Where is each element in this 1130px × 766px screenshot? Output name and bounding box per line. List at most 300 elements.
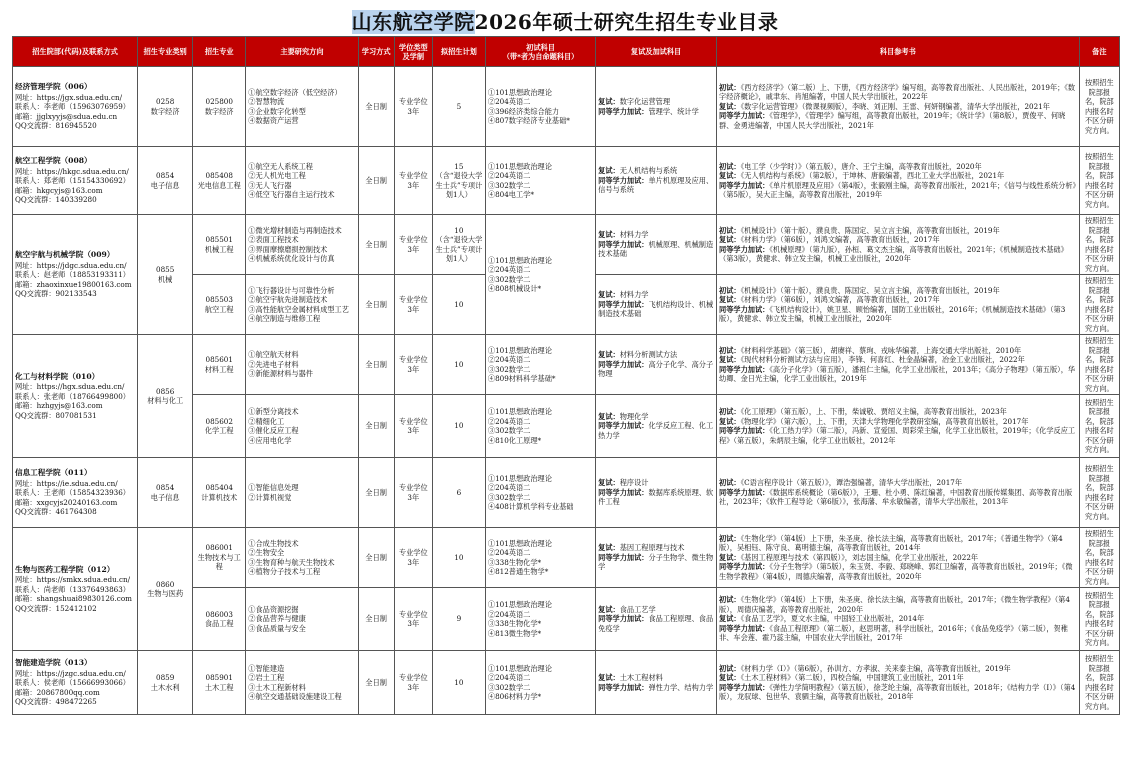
equiv-value: 高分子化学、高分子物理 — [598, 359, 714, 379]
header-refs: 科目参考书 — [717, 37, 1080, 67]
retest-value: 物理化学 — [619, 411, 649, 421]
ref-text: 《化工热力学》（第二版），冯新、宣爱国、周彩荣主编，化学工业出版社，2019年；《化学反应工程》（第五版），朱炳辰主编，化学工业出版社，2012年 — [719, 426, 1076, 445]
dept-qq: QQ交流群：152412102 — [15, 603, 97, 613]
ref-line — [719, 534, 1077, 553]
dept-qq: QQ交流群：902133543 — [15, 289, 97, 298]
major-cell: 085602 化学工程 — [193, 395, 246, 458]
remark-cell: 按照招生院部报名，院部内报名时不区分研究方向。 — [1079, 651, 1119, 715]
dept-web: 网址：https://jgx.sdua.edu.cn/ — [15, 92, 123, 102]
degree-cell: 专业学位 3年 — [394, 458, 432, 528]
retest-value: 基因工程原理与技术 — [619, 543, 685, 553]
ref-label: 同等学力加试： — [719, 426, 770, 435]
ref-text: 《C语言程序设计（第五版）》，谭浩强编著，清华大学出版社，2017年 — [740, 478, 963, 488]
ref-text: 《食品工艺学》，夏文水主编，中国轻工业出版社，2014年 — [740, 614, 925, 624]
dept-contact: 联系人：王老师（15854323936） — [15, 488, 130, 497]
retest-cell — [596, 275, 717, 335]
exam-cell: ①101思想政治理论 ②204英语二 ③302数学二 ④806材料力学* — [485, 651, 595, 715]
category-cell: 0258 数字经济 — [138, 67, 193, 147]
equiv-value: 化学反应工程、化工热力学 — [598, 421, 714, 440]
dept-name: 生物与医药工程学院（012） — [15, 564, 115, 574]
header-mode: 学习方式 — [358, 37, 394, 67]
table-row — [13, 651, 1120, 715]
major-cell: 085503 航空工程 — [193, 275, 246, 335]
ref-label: 复试： — [719, 416, 741, 426]
ref-text: 《机械原理》（第九版），孙桓、葛文杰主编，高等教育出版社，2021年；《机械制造技术基础》（第3版），黄健求、韩立发主编，机械工业出版社，2020年 — [719, 244, 1068, 263]
dept-web: 网址：https://jzgc.sdua.edu.cn/ — [15, 668, 126, 678]
retest-value: 土木工程材料 — [619, 673, 663, 682]
ref-label: 复试： — [719, 614, 741, 624]
ref-text: 《材料力学》（第6版），刘鸿文编著，高等教育出版社，2017年 — [740, 235, 940, 244]
equiv-label: 同等学力加试： — [598, 421, 649, 431]
ref-label: 复试： — [719, 355, 741, 364]
plan-cell: 10 — [432, 528, 485, 588]
direction-cell: ①新型分离技术 ②精细化工 ③催化反应工程 ④应用电化学 — [246, 395, 358, 458]
refs-cell — [717, 458, 1080, 528]
retest-cell — [596, 67, 717, 147]
direction-cell: ①智能建造 ②岩土工程 ③土木工程新材料 ④航空交通基础设施建设工程 — [246, 651, 358, 715]
retest-label: 复试： — [598, 543, 620, 553]
remark-cell: 按照招生院部报名，院部内报名时不区分研究方向。 — [1079, 588, 1119, 651]
equiv-value: 管理学、统计学 — [648, 106, 699, 116]
equiv-label: 同等学力加试： — [598, 552, 649, 562]
refs-cell — [717, 395, 1080, 458]
dept-web: 网址：https://hgx.sdua.edu.cn/ — [15, 382, 125, 391]
dept-email: 邮箱：hkgcyjs@163.com — [15, 185, 103, 195]
dept-name: 经济管理学院（006） — [15, 82, 92, 92]
retest-cell — [596, 335, 717, 395]
header-remarks: 备注 — [1079, 37, 1119, 67]
plan-cell: 6 — [432, 458, 485, 528]
equiv-line — [598, 107, 714, 117]
ref-label: 初试： — [719, 225, 741, 235]
equiv-line — [598, 240, 714, 259]
dept-cell — [13, 215, 138, 335]
equiv-value: 食品工程原理、食品免疫学 — [598, 614, 714, 633]
plan-cell: 10 — [432, 335, 485, 395]
title-highlight: 山东航空学院 — [351, 10, 475, 34]
ref-line — [719, 305, 1077, 324]
equiv-value: 弹性力学、结构力学 — [648, 682, 714, 692]
equiv-label: 同等学力加试： — [598, 299, 649, 309]
equiv-line — [598, 360, 714, 379]
retest-line — [598, 605, 714, 615]
refs-cell — [717, 275, 1080, 335]
degree-cell: 专业学位 3年 — [394, 335, 432, 395]
plan-cell: 5 — [432, 67, 485, 147]
ref-line — [719, 417, 1077, 427]
direction-cell: ①智能信息处理 ②计算机视觉 — [246, 458, 358, 528]
dept-qq: QQ交流群：498472265 — [15, 697, 97, 706]
ref-line — [719, 488, 1077, 507]
exam-cell: ①101思想政治理论 ②204英语二 ③302数学二 ④810化工原理* — [485, 395, 595, 458]
major-cell: 086003 食品工程 — [193, 588, 246, 651]
ref-label: 复试： — [719, 235, 741, 244]
equiv-label: 同等学力加试： — [598, 614, 649, 624]
retest-label: 复试： — [598, 290, 620, 300]
equiv-label: 同等学力加试： — [598, 487, 649, 497]
ref-text: 《化工原理》（第五版），上、下册，柴诚敬、贾绍义主编，高等教育出版社，2023年 — [740, 407, 1007, 416]
equiv-line — [598, 488, 714, 507]
ref-label: 初试： — [719, 285, 741, 295]
remark-cell: 按照招生院部报名，院部内报名时不区分研究方向。 — [1079, 67, 1119, 147]
exam-cell: ①101思想政治理论 ②204英语二 ③302数学二 ④809材料科学基础* — [485, 335, 595, 395]
direction-cell: ①航空数字经济（低空经济） ②智慧物流 ③企业数字化转型 ④数据资产运营 — [246, 67, 358, 147]
ref-text: 《弹性力学简明教程》（第五版），徐芝纶主编，高等教育出版社，2018年；《结构力学（I）》（第4版），龙驭球、包世华、袁驷主编，高等教育出版社，2018年 — [719, 682, 1076, 701]
header-exam: 初试科目 （带*者为自命题科目） — [485, 37, 595, 67]
mode-cell: 全日制 — [358, 651, 394, 715]
dept-cell — [13, 651, 138, 715]
ref-line — [719, 683, 1077, 702]
ref-line — [719, 162, 1077, 172]
category-cell: 0856 材料与化工 — [138, 335, 193, 458]
ref-text: 《高分子化学》（第五版），潘祖仁主编，化学工业出版社，2013年；《高分子物理》（第五版），华幼卿、金日光主编，化学工业出版社，2019年 — [719, 364, 1076, 383]
plan-cell: 15 （含“退役大学生士兵”专项计划1人） — [432, 147, 485, 215]
degree-cell: 专业学位 3年 — [394, 67, 432, 147]
table-row — [13, 335, 1120, 395]
degree-cell: 专业学位 3年 — [394, 528, 432, 588]
remark-cell: 按照招生院部报名，院部内报名时不区分研究方向。 — [1079, 275, 1119, 335]
retest-label: 复试： — [598, 478, 620, 488]
ref-label: 同等学力加试： — [719, 244, 770, 254]
plan-cell: 10 — [432, 395, 485, 458]
equiv-label: 同等学力加试： — [598, 106, 649, 116]
dept-name: 航空宇航与机械学院（009） — [15, 250, 115, 260]
ref-line — [719, 83, 1077, 102]
document-title — [0, 6, 1130, 35]
title-rest: 2026年硕士研究生招生专业目录 — [474, 10, 779, 34]
retest-cell — [596, 215, 717, 275]
dept-email: 邮箱：zhaoxinxue19800163.com — [15, 279, 132, 289]
dept-contact: 联系人：李老师（15963076959） — [15, 102, 130, 111]
ref-line — [719, 181, 1077, 200]
dept-qq: QQ交流群：807081531 — [15, 410, 97, 420]
plan-cell: 10 — [432, 651, 485, 715]
equiv-value: 飞机结构设计、机械制造技术基础 — [598, 299, 714, 319]
retest-cell — [596, 528, 717, 588]
category-cell: 0855 机械 — [138, 215, 193, 335]
remark-cell: 按照招生院部报名，院部内报名时不区分研究方向。 — [1079, 147, 1119, 215]
dept-qq: QQ交流群：461764308 — [15, 507, 97, 516]
exam-cell: ①101思想政治理论 ②204英语二 ③338生物化学* ④813微生物学* — [485, 588, 595, 651]
retest-value: 材料力学 — [619, 230, 649, 240]
dept-web: 网址：https://hkgc.sdua.edu.cn/ — [15, 166, 129, 176]
major-cell: 085408 光电信息工程 — [193, 147, 246, 215]
dept-web: 网址：https://smkx.sdua.edu.cn/ — [15, 575, 131, 584]
admissions-table — [12, 36, 1120, 715]
retest-value: 食品工艺学 — [619, 604, 656, 614]
category-cell: 0854 电子信息 — [138, 147, 193, 215]
equiv-label: 同等学力加试： — [598, 175, 649, 185]
retest-value: 程序设计 — [619, 478, 649, 488]
ref-label: 复试： — [719, 101, 741, 111]
retest-value: 数字化运营管理 — [619, 97, 671, 106]
dept-contact: 联系人：郑老师（15154330692） — [15, 176, 130, 185]
ref-line — [719, 355, 1077, 365]
equiv-label: 同等学力加试： — [598, 359, 649, 369]
ref-line — [719, 245, 1077, 264]
retest-label: 复试： — [598, 350, 620, 360]
header-plan: 拟招生计划 — [432, 37, 485, 67]
retest-label: 复试： — [598, 166, 620, 176]
dept-name: 智能建造学院（013） — [15, 658, 92, 668]
dept-web: 网址：https://jdgc.sdua.edu.cn/ — [15, 260, 127, 270]
header-major: 招生专业 — [193, 37, 246, 67]
ref-label: 同等学力加试： — [719, 487, 770, 497]
retest-value: 无人机结构与系统 — [619, 166, 678, 176]
retest-label: 复试： — [598, 97, 620, 106]
header-dept: 招生院部(代码)及联系方式 — [13, 37, 138, 67]
retest-value: 材料力学 — [619, 290, 649, 300]
ref-line — [719, 407, 1077, 417]
ref-text: 《生物化学》（第4版）上下册，朱圣庚、徐长法主编，高等教育出版社，2017年；《微生物学教程》（第4版），周德庆编著，高等教育出版社，2020年 — [719, 595, 1070, 614]
major-cell: 085601 材料工程 — [193, 335, 246, 395]
refs-cell — [717, 147, 1080, 215]
remark-cell: 按照招生院部报名，院部内报名时不区分研究方向。 — [1079, 215, 1119, 275]
retest-line — [598, 478, 714, 488]
header-degree-type: 学位类型 及学制 — [394, 37, 432, 67]
ref-text: 《飞机结构设计》，姚卫星、顾怡编著，国防工业出版社，2016年；《机械制造技术基础》（第3版），黄健求、韩立发主编，机械工业出版社，2020年 — [719, 304, 1066, 323]
equiv-line — [598, 553, 714, 572]
dept-contact: 联系人：尚老师（13376493863） — [15, 584, 130, 594]
refs-cell — [717, 335, 1080, 395]
refs-cell — [717, 67, 1080, 147]
remark-cell: 按照招生院部报名，院部内报名时不区分研究方向。 — [1079, 335, 1119, 395]
retest-cell — [596, 458, 717, 528]
retest-line — [598, 350, 714, 360]
dept-email: 邮箱：shangshuai89830126.com — [15, 594, 132, 603]
ref-label: 初试： — [719, 82, 741, 92]
ref-label: 初试： — [719, 663, 741, 673]
direction-cell: ①航空航天材料 ②先进电子材料 ③新能源材料与器件 — [246, 335, 358, 395]
dept-web: 网址：https://ie.sdua.edu.cn/ — [15, 478, 118, 488]
retest-line — [598, 230, 714, 240]
ref-text: 《机械设计》（第十版），濮良贵、陈国定、吴立言主编，高等教育出版社，2019年 — [740, 285, 1000, 295]
mode-cell: 全日制 — [358, 395, 394, 458]
dept-contact: 联系人：张老师（18766499800） — [15, 391, 130, 401]
ref-text: 《材料科学基础》（第三版），胡赓祥、蔡珣、戎咏华编著，上海交通大学出版社，2010年 — [740, 345, 1022, 355]
direction-cell: ①食品资源挖掘 ②食品营养与健康 ③食品质量与安全 — [246, 588, 358, 651]
dept-qq: QQ交流群：140339280 — [15, 195, 97, 204]
ref-text: 《机械设计》（第十版），濮良贵、陈国定、吴立言主编，高等教育出版社，2019年 — [740, 225, 1000, 235]
mode-cell: 全日制 — [358, 458, 394, 528]
equiv-value: 单片机原理及应用、信号与系统 — [598, 175, 714, 195]
equiv-line — [598, 421, 714, 440]
degree-cell: 专业学位 3年 — [394, 651, 432, 715]
ref-text: 《基因工程原理与技术（第四版）》，刘志国主编，化学工业出版社，2022年 — [740, 552, 979, 562]
ref-label: 同等学力加试： — [719, 111, 770, 121]
dept-qq: QQ交流群：816945520 — [15, 121, 97, 130]
ref-line — [719, 226, 1077, 236]
dept-cell — [13, 458, 138, 528]
table-row — [13, 215, 1120, 275]
dept-cell — [13, 67, 138, 147]
ref-label: 同等学力加试： — [719, 562, 770, 572]
retest-line — [598, 673, 714, 683]
ref-text: 《材料力学》（第6版），刘鸿文编著，高等教育出版社，2017年 — [740, 295, 940, 304]
ref-line — [719, 171, 1077, 181]
table-row — [13, 528, 1120, 588]
table-row — [13, 147, 1120, 215]
direction-cell: ①合成生物技术 ②生物安全 ③生物育种与航天生物技术 ④植物分子技术与工程 — [246, 528, 358, 588]
header-row — [13, 37, 1120, 67]
retest-cell — [596, 147, 717, 215]
refs-cell — [717, 528, 1080, 588]
dept-email: 邮箱：20867800qq.com — [15, 687, 100, 697]
dept-cell — [13, 528, 138, 651]
equiv-line — [598, 300, 714, 319]
dept-contact: 联系人：赵老师（18853193311） — [15, 270, 130, 279]
equiv-label: 同等学力加试： — [598, 682, 649, 692]
ref-line — [719, 111, 1077, 130]
ref-text: 《食品工程原理》（第二版），赵思明著，科学出版社，2016年；《食品免疫学》（第二版），贺稚非、车会莲、霍乃蕊主编，中国农业大学出版社，2017年 — [719, 623, 1068, 643]
ref-line — [719, 614, 1077, 624]
category-cell: 0859 土木水利 — [138, 651, 193, 715]
ref-text: 《数字化运营管理》（微课视频版），李晓、刘正刚、王雷、何妍钢编著，清华大学出版社，2021年 — [740, 101, 1050, 111]
ref-line — [719, 478, 1077, 488]
ref-label: 同等学力加试： — [719, 304, 770, 314]
ref-label: 初试： — [719, 533, 741, 543]
exam-cell: ①101思想政治理论 ②204英语二 ③302数学二 ④804电工学* — [485, 147, 595, 215]
equiv-value: 数据库系统原理、软件工程 — [598, 487, 714, 507]
mode-cell: 全日制 — [358, 215, 394, 275]
ref-label: 复试： — [719, 171, 741, 180]
degree-cell: 专业学位 3年 — [394, 215, 432, 275]
ref-text: 《西方经济学》（第二版）上、下册，《西方经济学》编写组，高等教育出版社、人民出版社，2019年；《数字经济概论》，戚聿东、肖旭编著，中国人民大学出版社，2022年 — [719, 82, 1076, 102]
ref-text: 《材料力学（I）》（第6版），孙训方、方孝淑、关来泰主编，高等教育出版社，2019年 — [740, 663, 1011, 673]
mode-cell: 全日制 — [358, 588, 394, 651]
category-cell: 0854 电子信息 — [138, 458, 193, 528]
mode-cell: 全日制 — [358, 67, 394, 147]
ref-line — [719, 664, 1077, 674]
ref-line — [719, 595, 1077, 614]
dept-email: 邮箱：jjglxyyjs@sdua.edu.cn — [15, 111, 118, 121]
mode-cell: 全日制 — [358, 528, 394, 588]
ref-text: 《电工学（少学时）》（第五版），唐介、王宁主编，高等教育出版社，2020年 — [740, 161, 982, 171]
refs-cell — [717, 588, 1080, 651]
header-retest: 复试及加试科目 — [596, 37, 717, 67]
ref-line — [719, 286, 1077, 296]
table-row — [13, 458, 1120, 528]
major-cell: 025800 数字经济 — [193, 67, 246, 147]
degree-cell: 专业学位 3年 — [394, 395, 432, 458]
ref-text: 《土木工程材料》（第二版），四校合编，中国建筑工业出版社，2011年 — [740, 673, 964, 682]
retest-cell — [596, 588, 717, 651]
ref-text: 《现代材料分析测试方法与应用》，李锋、何喜红、杜金晶编著，冶金工业出版社，2022年 — [740, 355, 1025, 364]
ref-line — [719, 346, 1077, 356]
equiv-label: 同等学力加试： — [598, 239, 649, 249]
ref-text: 《管理学》，《管理学》编写组，高等教育出版社，2019年；《统计学》（第8版），贾俊平、何晓群、金勇进编著，中国人民大学出版社，2021年 — [719, 111, 1066, 130]
retest-cell — [596, 651, 717, 715]
ref-label: 初试： — [719, 345, 741, 355]
plan-cell: 10 — [432, 275, 485, 335]
table-row — [13, 67, 1120, 147]
ref-text: 《分子生物学》（第5版），朱玉贤、李毅、郑晓峰、郭红卫编著，高等教育出版社，2019年；《微生物学教程》（第4版），周德庆编著，高等教育出版社，2020年 — [719, 562, 1073, 581]
remark-cell: 按照招生院部报名，院部内报名时不区分研究方向。 — [1079, 528, 1119, 588]
ref-label: 同等学力加试： — [719, 623, 770, 633]
dept-name: 化工与材料学院（010） — [15, 371, 100, 381]
dept-email: 邮箱：hzhgyjs@163.com — [15, 401, 103, 410]
ref-line — [719, 235, 1077, 245]
ref-text: 《无人机结构与系统》（第2版），于坤林、唐毅编著，西北工业大学出版社，2021年 — [740, 171, 1005, 180]
retest-label: 复试： — [598, 604, 620, 614]
dept-cell — [13, 335, 138, 458]
ref-text: 《单片机原理及应用》（第4版），张毅刚主编，高等教育出版社，2021年；《信号与线性系统分析》（第5版），吴大正主编，高等教育出版社，2019年 — [719, 180, 1077, 199]
direction-cell: ①航空无人系统工程 ②无人机光电工程 ③无人飞行器 ④低空飞行器自主运行技术 — [246, 147, 358, 215]
ref-label: 同等学力加试： — [719, 364, 770, 374]
ref-label: 同等学力加试： — [719, 682, 770, 692]
major-cell: 085901 土木工程 — [193, 651, 246, 715]
equiv-line — [598, 683, 714, 693]
retest-label: 复试： — [598, 230, 620, 240]
degree-cell: 专业学位 3年 — [394, 275, 432, 335]
equiv-value: 机械原理、机械制造技术基础 — [598, 239, 714, 259]
mode-cell: 全日制 — [358, 147, 394, 215]
dept-contact: 联系人：侯老师（15666993066） — [15, 678, 130, 687]
exam-cell: ①101思想政治理论 ②204英语二 ③396经济类综合能力 ④807数字经济专业基础* — [485, 67, 595, 147]
plan-cell: 10 （含“退役大学生士兵”专项计划1人） — [432, 215, 485, 275]
remark-cell: 按照招生院部报名，院部内报名时不区分研究方向。 — [1079, 395, 1119, 458]
header-category: 招生专业类别 — [138, 37, 193, 67]
exam-cell: ①101思想政治理论 ②204英语二 ③338生物化学* ④812普通生物学* — [485, 528, 595, 588]
degree-cell: 专业学位 3年 — [394, 147, 432, 215]
ref-line — [719, 553, 1077, 563]
major-cell: 086001 生物技术与工程 — [193, 528, 246, 588]
retest-label: 复试： — [598, 411, 620, 421]
dept-email: 邮箱：xxgcyjs20240163.com — [15, 497, 118, 507]
major-cell: 085501 机械工程 — [193, 215, 246, 275]
dept-name: 航空工程学院（008） — [15, 156, 92, 166]
ref-text: 《物理化学》（第六版），上、下册，天津大学物理化学教研室编，高等教育出版社，2017年 — [740, 416, 1029, 426]
retest-line — [598, 290, 714, 300]
ref-text: 《生物化学》（第4版）上下册，朱圣庚、徐长法主编，高等教育出版社，2017年；《普通生物学》（第4版），吴相钰、陈守良、葛明德主编，高等教育出版社，2014年 — [719, 533, 1063, 553]
ref-line — [719, 673, 1077, 683]
exam-cell: ①101思想政治理论 ②204英语二 ③302数学二 ④408计算机学科专业基础 — [485, 458, 595, 528]
direction-cell: ①微光增材制造与再制造技术 ②表面工程技术 ③界面摩擦磨损控制技术 ④机械系统优化设计与仿真 — [246, 215, 358, 275]
retest-line — [598, 166, 714, 176]
ref-text: 《数据库系统概论（第6版）》，王珊、杜小勇、陈红编著，中国教育出版传媒集团、高等教育出版社，2023年；《软件工程导论（第6版）》，张海藩、牟永敏编著，清华大学出版社，2013年 — [719, 487, 1073, 507]
dept-cell — [13, 147, 138, 215]
direction-cell: ①飞行器设计与可靠性分析 ②航空宇航先进制造技术 ③高性能航空金属材料成型工艺 ④航空制造与维修工程 — [246, 275, 358, 335]
ref-line — [719, 624, 1077, 643]
mode-cell: 全日制 — [358, 335, 394, 395]
category-cell: 0860 生物与医药 — [138, 528, 193, 651]
dept-name: 信息工程学院（011） — [15, 468, 92, 478]
equiv-value: 分子生物学、微生物学 — [598, 552, 714, 572]
header-direction: 主要研究方向 — [246, 37, 358, 67]
ref-label: 复试： — [719, 295, 741, 304]
degree-cell: 专业学位 3年 — [394, 588, 432, 651]
mode-cell: 全日制 — [358, 275, 394, 335]
retest-line — [598, 97, 714, 107]
retest-value: 材料分析测试方法 — [619, 350, 678, 360]
retest-line — [598, 412, 714, 422]
plan-cell: 9 — [432, 588, 485, 651]
ref-line — [719, 295, 1077, 305]
ref-line — [719, 562, 1077, 581]
ref-label: 同等学力加试： — [719, 180, 770, 190]
ref-label: 初试： — [719, 161, 741, 171]
ref-label: 初试： — [719, 478, 741, 488]
ref-label: 复试： — [719, 673, 741, 682]
ref-label: 初试： — [719, 595, 741, 605]
ref-label: 初试： — [719, 407, 741, 416]
ref-line — [719, 426, 1077, 445]
retest-label: 复试： — [598, 673, 620, 682]
retest-line — [598, 543, 714, 553]
refs-cell — [717, 215, 1080, 275]
refs-cell — [717, 651, 1080, 715]
ref-line — [719, 365, 1077, 384]
